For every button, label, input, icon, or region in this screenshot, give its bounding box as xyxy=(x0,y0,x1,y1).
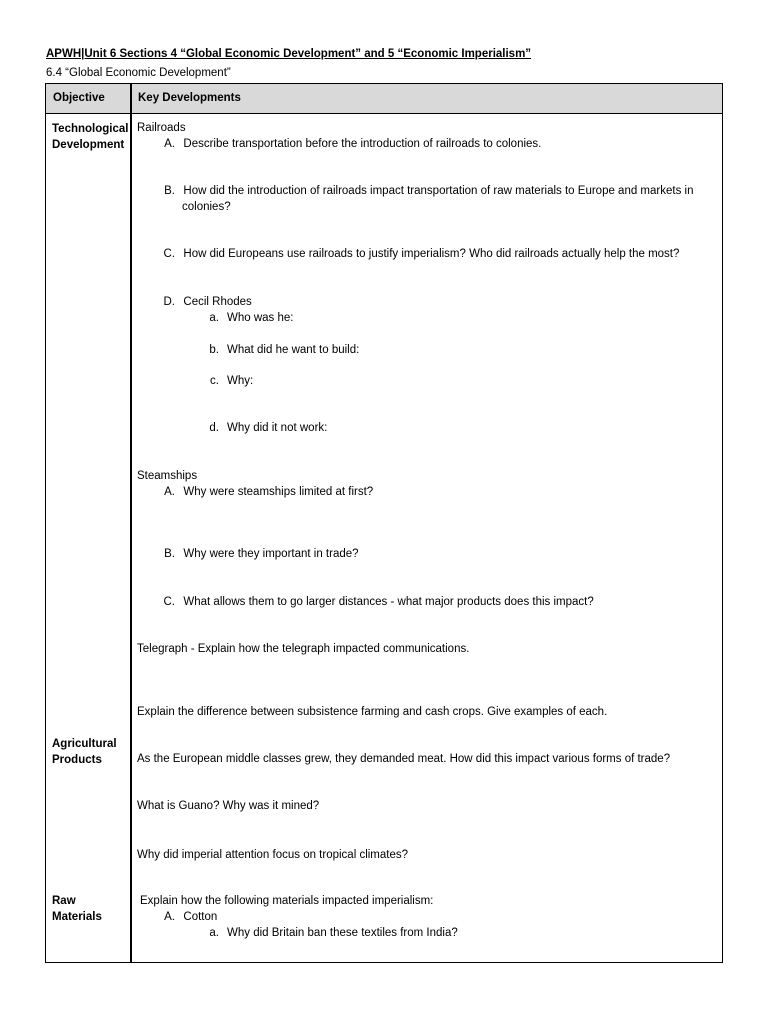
question-text: Cecil Rhodes xyxy=(183,296,252,308)
question-text: How did Europeans use railroads to justify imperialism? Who did railroads actually help the most? xyxy=(183,248,680,260)
railroads-question-d xyxy=(153,295,252,309)
objective-raw-line2: Materials xyxy=(52,911,102,923)
question-text: What did he want to build: xyxy=(227,344,360,356)
question-text: Cotton xyxy=(183,911,218,923)
railroads-question-a xyxy=(153,137,541,151)
section-subtitle: 6.4 “Global Economic Development” xyxy=(46,67,231,79)
rhodes-question-b xyxy=(203,343,359,357)
question-text: Why did Britain ban these textiles from India? xyxy=(227,927,458,939)
objective-raw-line1: Raw xyxy=(52,895,76,907)
steamships-question-c xyxy=(153,595,594,609)
objective-agricultural xyxy=(52,736,117,768)
list-label: D. xyxy=(163,296,175,308)
question-text: Who was he: xyxy=(227,312,294,324)
list-label: C. xyxy=(163,248,175,260)
railroads-question-c xyxy=(153,247,679,261)
list-label: B. xyxy=(164,548,175,560)
list-label: B. xyxy=(164,185,175,197)
objective-agri-line1: Agricultural xyxy=(52,738,117,750)
list-label: b. xyxy=(209,344,219,356)
steamships-question-a xyxy=(153,485,373,499)
agri-question-4: Why did imperial attention focus on tropical climates? xyxy=(137,849,409,861)
key-developments-column-header: Key Developments xyxy=(138,92,241,104)
railroads-question-b-cont: colonies? xyxy=(182,201,231,213)
question-text: Why were they important in trade? xyxy=(183,548,359,560)
agri-question-2: As the European middle classes grew, they demanded meat. How did this impact various forms of trade? xyxy=(137,753,671,765)
question-text: Why: xyxy=(227,375,254,387)
agri-question-1: Explain the difference between subsistence farming and cash crops. Give examples of each. xyxy=(137,706,608,718)
list-label: A. xyxy=(164,486,175,498)
raw-question-a xyxy=(153,910,217,924)
objective-agri-line2: Products xyxy=(52,754,102,766)
raw-question-a-sub xyxy=(203,926,458,940)
objective-technological xyxy=(52,121,128,153)
list-label: d. xyxy=(209,422,219,434)
telegraph-question: Telegraph - Explain how the telegraph impacted communications. xyxy=(137,643,470,655)
table-header-row xyxy=(46,84,722,114)
steamships-heading: Steamships xyxy=(137,470,198,482)
list-label: a. xyxy=(209,927,219,939)
rhodes-question-c xyxy=(203,374,253,388)
question-text: Why were steamships limited at first? xyxy=(183,486,374,498)
list-label: c. xyxy=(210,375,219,387)
objective-tech-line1: Technological xyxy=(52,123,129,135)
rhodes-question-d xyxy=(203,421,327,435)
railroads-heading: Railroads xyxy=(137,122,186,134)
objective-tech-line2: Development xyxy=(52,139,125,151)
question-text: What allows them to go larger distances - what major products does this impact? xyxy=(183,596,594,608)
steamships-question-b xyxy=(153,547,359,561)
raw-intro: Explain how the following materials impacted imperialism: xyxy=(140,895,434,907)
question-text: Describe transportation before the introduction of railroads to colonies. xyxy=(183,138,542,150)
list-label: A. xyxy=(164,911,175,923)
question-text: Why did it not work: xyxy=(227,422,328,434)
railroads-question-b xyxy=(153,184,693,198)
agri-question-3: What is Guano? Why was it mined? xyxy=(137,800,320,812)
document-title: APWH|Unit 6 Sections 4 “Global Economic Development” and 5 “Economic Imperialism” xyxy=(46,48,532,60)
worksheet-table xyxy=(45,83,723,963)
question-text: How did the introduction of railroads impact transportation of raw materials to Europe and markets in xyxy=(183,185,694,197)
list-label: C. xyxy=(163,596,175,608)
rhodes-question-a xyxy=(203,311,293,325)
list-label: A. xyxy=(164,138,175,150)
column-divider xyxy=(130,84,132,962)
objective-column-header: Objective xyxy=(53,92,105,104)
list-label: a. xyxy=(209,312,219,324)
objective-raw-materials xyxy=(52,893,102,925)
